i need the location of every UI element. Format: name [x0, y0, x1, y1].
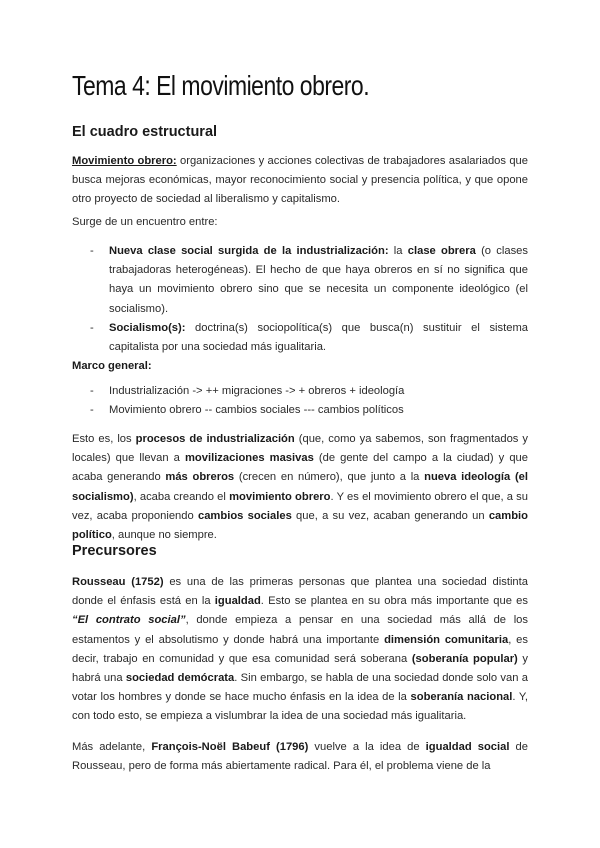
- section-heading-precursores: Precursores: [72, 543, 157, 559]
- industrialization-paragraph: Esto es, los procesos de industrialización (que, como ya sabemos, son fragmentados y locales) que llevan a movilizaciones masivas (de gente del campo a la ciudad) y que acaba generando más obreros (crecen en número), que junto a la nueva ideología (el socialismo), acaba creando el movimiento obrero. Y es el movimiento obrero el que, a su vez, acaba proponiendo cambios sociales que, a su vez, acaban generando un cambio político, aunque no siempre.: [72, 433, 529, 542]
- page-title: Tema 4: El movimiento obrero.: [72, 70, 370, 101]
- list-item: - Industrialización -> ++ migraciones -> + obreros + ideología: [90, 385, 405, 397]
- rousseau-paragraph: Rousseau (1752) es una de las primeras personas que plantea una sociedad distinta donde el énfasis está en la igualdad. Esto se plantea en su obra más importante que es “El contrato social”, donde empieza a pensar en una sociedad más allá de los estamentos y el absolutismo y donde habrá una importante dimensión comunitaria, es decir, trabajo en comunidad y que esa comunidad será soberana (soberanía popular) y habrá una sociedad demócrata. Sin embargo, se habla de una sociedad donde solo van a votar los hombres y donde se hace mucho énfasis en la idea de la soberanía nacional. Y, con todo esto, se empieza a vislumbrar la idea de una sociedad más igualitaria.: [72, 576, 529, 723]
- list-item: - Nueva clase social surgida de la industrialización: la clase obrera (o clases trabajadoras heterogéneas). El hecho de que haya obreros en sí no significa que haya un movimiento obrero sino que se necesita un componente ideológico (el socialismo).: [90, 245, 528, 315]
- definition-text: organizaciones y acciones colectivas de trabajadores asalariados que busca mejoras económicas, mayor reconocimiento social y presencia política, y que opone otro proyecto de sociedad al liberalismo y capitalismo.: [72, 155, 528, 206]
- bullet-list-origins: [72, 242, 528, 357]
- definition-paragraph: [72, 152, 528, 210]
- marco-label: Marco general:: [72, 360, 152, 372]
- intro-text: Surge de un encuentro entre:: [72, 216, 218, 228]
- section-heading-cuadro: El cuadro estructural: [72, 124, 218, 140]
- babeuf-paragraph: Más adelante, François-Noël Babeuf (1796) vuelve a la idea de igualdad social de Rousseau, pero de forma más abiertamente radical. Para él, el problema viene de la: [72, 741, 528, 773]
- bullet-list-marco: [72, 382, 528, 420]
- list-item: - Movimiento obrero -- cambios sociales --- cambios políticos: [90, 404, 404, 417]
- definition-term: Movimiento obrero:: [72, 155, 177, 167]
- list-item: - Socialismo(s): doctrina(s) sociopolítica(s) que busca(n) sustituir el sistema capitalista por una sociedad más igualitaria.: [90, 321, 528, 354]
